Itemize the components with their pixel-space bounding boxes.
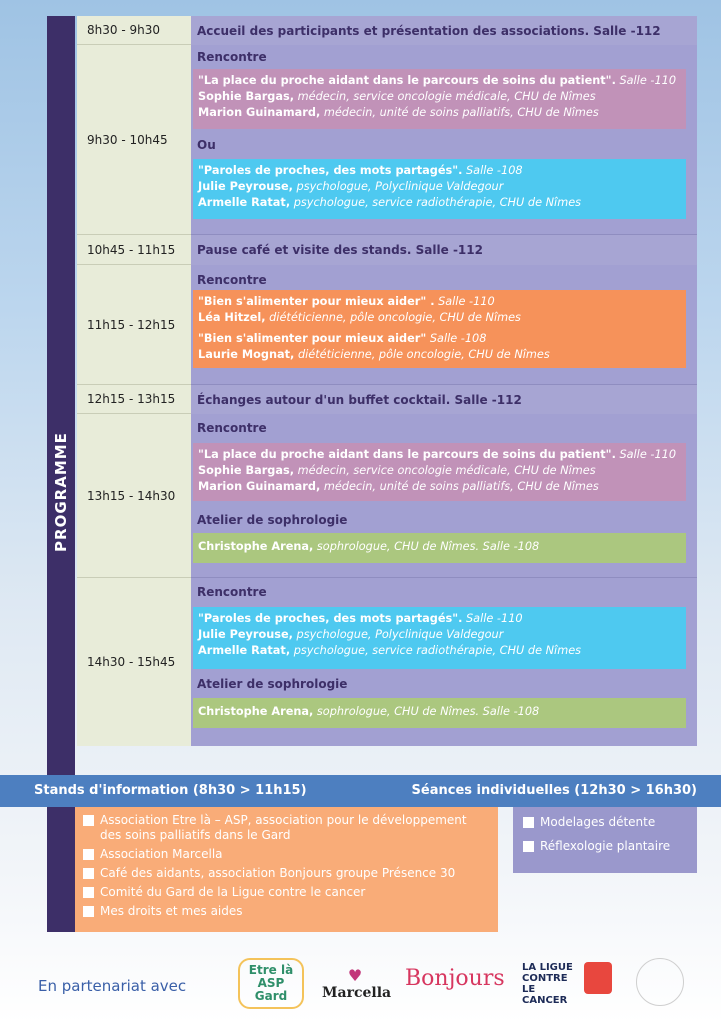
checkbox-icon [523, 841, 534, 852]
checkbox-icon [523, 817, 534, 828]
ligue-logo: LA LIGUE CONTRE LE CANCER [522, 962, 614, 1006]
checkbox-icon [83, 887, 94, 898]
seal-logo [636, 958, 684, 1006]
time-slot-7: 14h30 - 15h45 [77, 578, 191, 746]
partner-label: En partenariat avec [38, 977, 187, 995]
slot-4-content [191, 265, 697, 385]
atelier-card: Christophe Arena, sophrologue, CHU de Nîmes. Salle -108 [193, 533, 686, 563]
marcella-logo: ♥ Marcella [322, 966, 392, 1001]
checkbox-icon [83, 868, 94, 879]
time-slot-5: 12h15 - 13h15 [77, 385, 191, 414]
talk-card: "La place du proche aidant dans le parcours de soins du patient". Salle -110 Sophie Bargas, médecin, service oncologie médicale, CHU de Nîmes Marion Guinamard, médecin, unité de soins palliatifs, CHU de Nîmes [193, 443, 686, 501]
list-item: Modelages détente [523, 815, 687, 830]
heart-icon: ♥ [347, 966, 363, 985]
time-slot-4: 11h15 - 12h15 [77, 265, 191, 385]
list-item: Café des aidants, association Bonjours groupe Présence 30 [83, 866, 490, 881]
list-item: Réflexologie plantaire [523, 839, 687, 854]
ou-heading: Ou [197, 138, 216, 152]
list-item: Association Etre là – ASP, association pour le développement des soins palliatifs dans le Gard [83, 813, 490, 843]
checkbox-icon [83, 906, 94, 917]
etrela-logo: Etre là ASP Gard [238, 958, 304, 1009]
slot-6-content [191, 414, 697, 578]
talk-card: "Bien s'alimenter pour mieux aider" . Salle -110 Léa Hitzel, diététicienne, pôle oncologie, CHU de Nîmes "Bien s'alimenter pour mieux aider" Salle -108 Laurie Mognat, diététicienne, pôle oncologie, CHU de Nîmes [193, 290, 686, 368]
programme-label: PROGRAMME [52, 432, 70, 552]
list-item: Mes droits et mes aides [83, 904, 490, 919]
stands-title: Stands d'information (8h30 > 11h15) [34, 783, 307, 798]
list-item: Comité du Gard de la Ligue contre le cancer [83, 885, 490, 900]
seances-title: Séances individuelles (12h30 > 16h30) [411, 783, 697, 798]
info-bar [0, 775, 721, 807]
rencontre-heading: Rencontre [197, 273, 267, 287]
stands-list [75, 807, 498, 932]
time-slot-6: 13h15 - 14h30 [77, 414, 191, 578]
rencontre-heading: Rencontre [197, 50, 267, 64]
talk-card: "Paroles de proches, des mots partagés". Salle -108 Julie Peyrouse, psychologue, Polyclinique Valdegour Armelle Ratat, psychologue, service radiothérapie, CHU de Nîmes [193, 159, 686, 219]
slot-2-content [191, 45, 697, 235]
time-slot-1: 8h30 - 9h30 [77, 16, 191, 45]
talk-card: "La place du proche aidant dans le parcours de soins du patient". Salle -110 Sophie Bargas, médecin, service oncologie médicale, CHU de Nîmes Marion Guinamard, médecin, unité de soins palliatifs, CHU de Nîmes [193, 69, 686, 129]
slot-5-text: Échanges autour d'un buffet cocktail. Salle -112 [191, 385, 697, 414]
seances-list [513, 807, 697, 873]
atelier-card: Christophe Arena, sophrologue, CHU de Nîmes. Salle -108 [193, 698, 686, 728]
atelier-heading: Atelier de sophrologie [197, 677, 348, 691]
bonjours-logo: Bonjours [405, 966, 505, 991]
checkbox-icon [83, 849, 94, 860]
rencontre-heading: Rencontre [197, 585, 267, 599]
checkbox-icon [83, 815, 94, 826]
list-item: Association Marcella [83, 847, 490, 862]
time-slot-3: 10h45 - 11h15 [77, 235, 191, 265]
slot-7-content [191, 578, 697, 746]
time-slot-2: 9h30 - 10h45 [77, 45, 191, 235]
atelier-heading: Atelier de sophrologie [197, 513, 348, 527]
talk-card: "Paroles de proches, des mots partagés". Salle -110 Julie Peyrouse, psychologue, Polyclinique Valdegour Armelle Ratat, psychologue, service radiothérapie, CHU de Nîmes [193, 607, 686, 669]
ligue-cross-icon [584, 962, 612, 994]
slot-1-text: Accueil des participants et présentation des associations. Salle -112 [191, 16, 697, 45]
rencontre-heading: Rencontre [197, 421, 267, 435]
slot-3-text: Pause café et visite des stands. Salle -112 [191, 235, 697, 265]
